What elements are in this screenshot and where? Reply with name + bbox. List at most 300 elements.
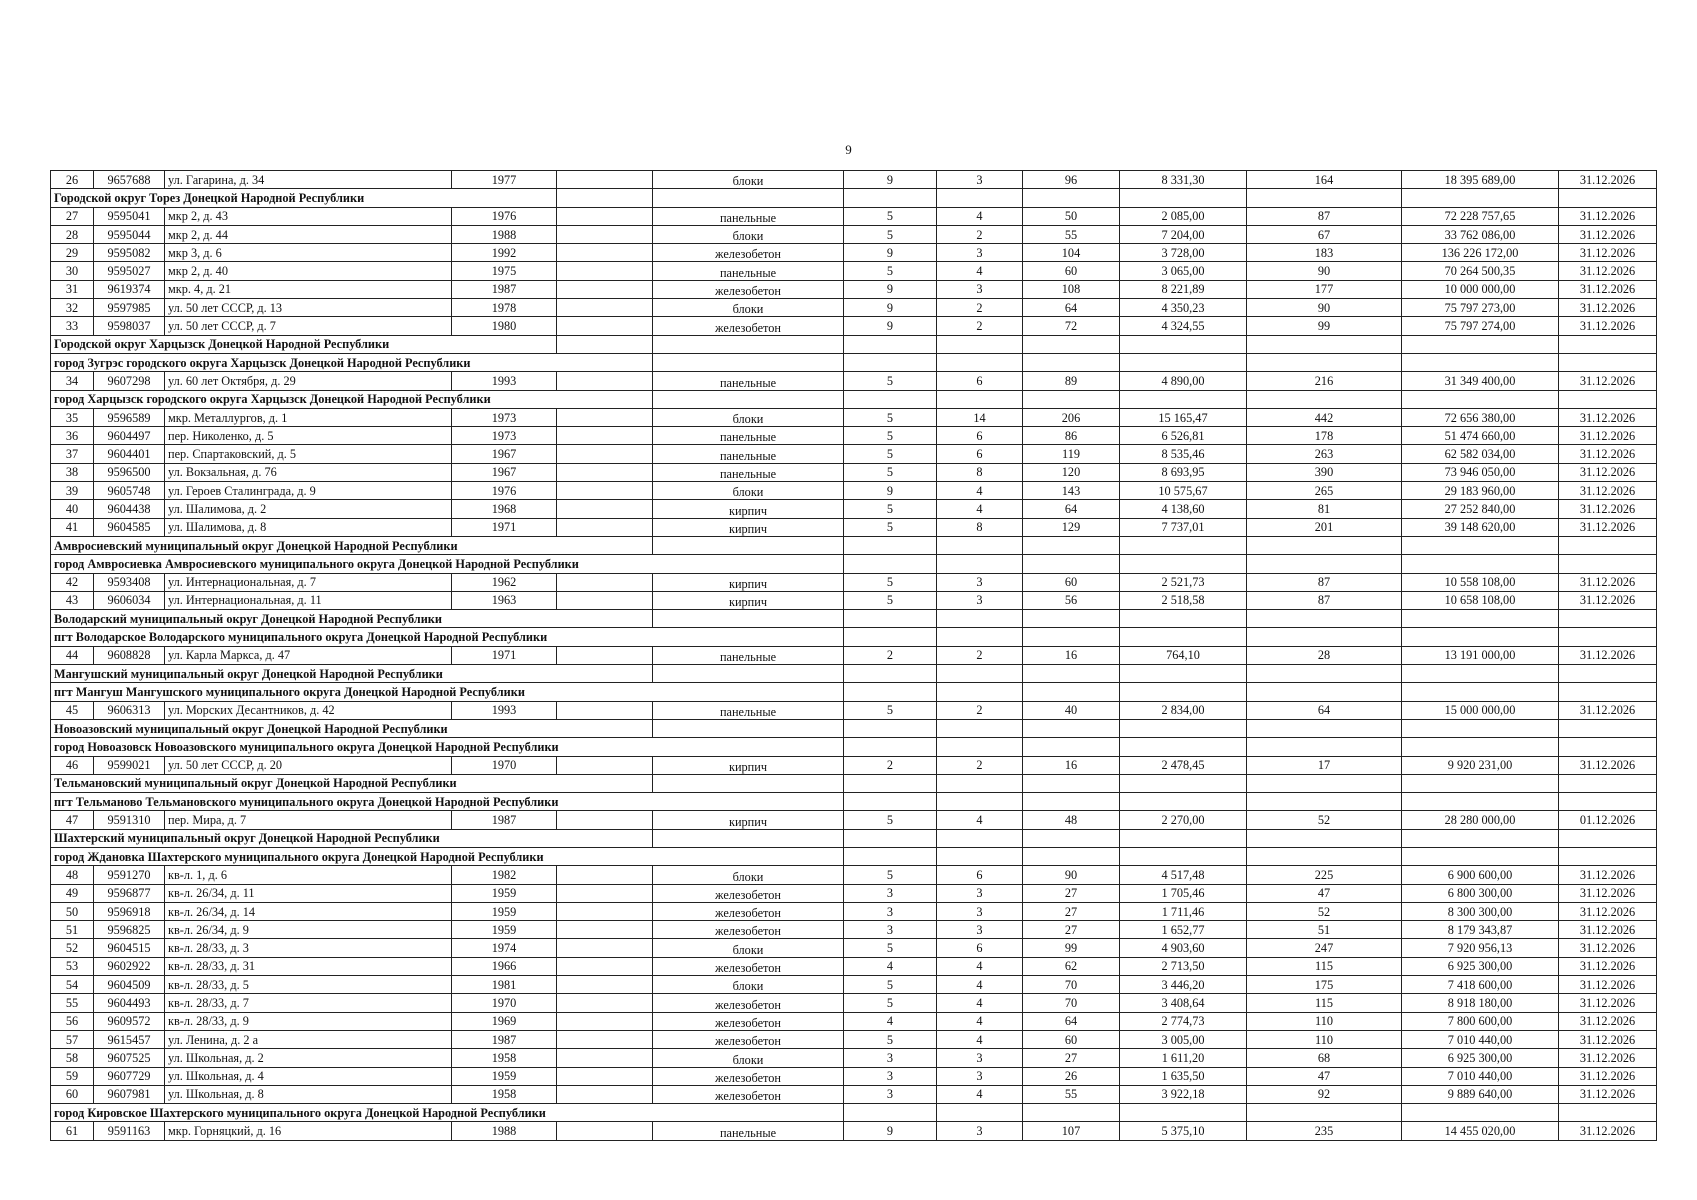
empty-cell <box>937 555 1023 573</box>
wall-material: железобетон <box>653 244 844 262</box>
table-row <box>51 463 1657 481</box>
group-heading-row <box>51 390 1657 408</box>
wall-material: блоки <box>653 171 844 189</box>
table-row <box>51 317 1657 335</box>
cost: 75 797 273,00 <box>1402 299 1559 317</box>
table-row <box>51 207 1657 225</box>
wall-material: панельные <box>653 445 844 463</box>
table-row <box>51 573 1657 591</box>
apartments: 60 <box>1023 262 1120 280</box>
empty-cell <box>1120 774 1247 792</box>
apartments: 60 <box>1023 1030 1120 1048</box>
floors: 5 <box>844 811 937 829</box>
address: мкр 2, д. 44 <box>165 225 452 243</box>
apartments: 89 <box>1023 372 1120 390</box>
wall-material: кирпич <box>653 573 844 591</box>
empty-cell <box>557 427 653 445</box>
apartments: 70 <box>1023 994 1120 1012</box>
residents: 64 <box>1247 701 1402 719</box>
row-number: 28 <box>51 225 94 243</box>
deadline: 31.12.2026 <box>1559 372 1657 390</box>
empty-cell <box>653 189 844 207</box>
empty-cell <box>1402 1104 1559 1122</box>
entrances: 2 <box>937 299 1023 317</box>
cost: 10 658 108,00 <box>1402 591 1559 609</box>
apartments: 64 <box>1023 500 1120 518</box>
wall-material: блоки <box>653 299 844 317</box>
row-number: 39 <box>51 482 94 500</box>
area: 2 518,58 <box>1120 591 1247 609</box>
year-built: 1973 <box>452 427 557 445</box>
apartments: 119 <box>1023 445 1120 463</box>
empty-cell <box>557 408 653 426</box>
address: мкр 3, д. 6 <box>165 244 452 262</box>
empty-cell <box>557 518 653 536</box>
table-row <box>51 280 1657 298</box>
table-row <box>51 902 1657 920</box>
address: мкр. 4, д. 21 <box>165 280 452 298</box>
area: 1 611,20 <box>1120 1049 1247 1067</box>
apartments: 55 <box>1023 225 1120 243</box>
year-built: 1962 <box>452 573 557 591</box>
building-id: 9657688 <box>94 171 165 189</box>
area: 8 331,30 <box>1120 171 1247 189</box>
building-id: 9607981 <box>94 1085 165 1103</box>
deadline: 31.12.2026 <box>1559 225 1657 243</box>
table-row <box>51 811 1657 829</box>
address: ул. Интернациональная, д. 7 <box>165 573 452 591</box>
empty-cell <box>844 628 937 646</box>
building-id: 9615457 <box>94 1030 165 1048</box>
empty-cell <box>1559 683 1657 701</box>
group-heading: пгт Тельманово Тельмановского муниципального округа Донецкой Народной Республики <box>51 793 844 811</box>
year-built: 1969 <box>452 1012 557 1030</box>
apartments: 27 <box>1023 884 1120 902</box>
entrances: 6 <box>937 939 1023 957</box>
group-heading: пгт Володарское Володарского муниципального округа Донецкой Народной Республики <box>51 628 844 646</box>
residents: 265 <box>1247 482 1402 500</box>
empty-cell <box>1247 610 1402 628</box>
residents: 87 <box>1247 573 1402 591</box>
empty-cell <box>1023 610 1120 628</box>
floors: 3 <box>844 1049 937 1067</box>
wall-material: панельные <box>653 372 844 390</box>
wall-material: железобетон <box>653 317 844 335</box>
deadline: 31.12.2026 <box>1559 902 1657 920</box>
housing-register-table <box>50 170 1657 1141</box>
wall-material: панельные <box>653 646 844 664</box>
apartments: 107 <box>1023 1122 1120 1140</box>
year-built: 1971 <box>452 646 557 664</box>
apartments: 27 <box>1023 921 1120 939</box>
empty-cell <box>557 372 653 390</box>
empty-cell <box>844 829 937 847</box>
wall-material: железобетон <box>653 957 844 975</box>
cost: 8 179 343,87 <box>1402 921 1559 939</box>
apartments: 108 <box>1023 280 1120 298</box>
empty-cell <box>1247 665 1402 683</box>
empty-cell <box>557 756 653 774</box>
address: ул. Героев Сталинграда, д. 9 <box>165 482 452 500</box>
residents: 99 <box>1247 317 1402 335</box>
entrances: 6 <box>937 427 1023 445</box>
empty-cell <box>844 555 937 573</box>
deadline: 31.12.2026 <box>1559 408 1657 426</box>
address: ул. Вокзальная, д. 76 <box>165 463 452 481</box>
building-id: 9596589 <box>94 408 165 426</box>
empty-cell <box>937 829 1023 847</box>
wall-material: блоки <box>653 866 844 884</box>
empty-cell <box>844 536 937 554</box>
year-built: 1968 <box>452 500 557 518</box>
residents: 115 <box>1247 994 1402 1012</box>
row-number: 49 <box>51 884 94 902</box>
building-id: 9604515 <box>94 939 165 957</box>
area: 8 693,95 <box>1120 463 1247 481</box>
floors: 9 <box>844 244 937 262</box>
empty-cell <box>1023 189 1120 207</box>
deadline: 31.12.2026 <box>1559 445 1657 463</box>
cost: 33 762 086,00 <box>1402 225 1559 243</box>
empty-cell <box>1402 719 1559 737</box>
row-number: 57 <box>51 1030 94 1048</box>
empty-cell <box>653 353 844 371</box>
cost: 14 455 020,00 <box>1402 1122 1559 1140</box>
group-heading-row <box>51 774 1657 792</box>
residents: 235 <box>1247 1122 1402 1140</box>
area: 8 221,89 <box>1120 280 1247 298</box>
empty-cell <box>1023 353 1120 371</box>
empty-cell <box>1559 353 1657 371</box>
apartments: 99 <box>1023 939 1120 957</box>
entrances: 4 <box>937 976 1023 994</box>
empty-cell <box>1247 1104 1402 1122</box>
empty-cell <box>1402 793 1559 811</box>
floors: 5 <box>844 463 937 481</box>
deadline: 31.12.2026 <box>1559 921 1657 939</box>
empty-cell <box>557 500 653 518</box>
building-id: 9599021 <box>94 756 165 774</box>
year-built: 1970 <box>452 994 557 1012</box>
floors: 5 <box>844 994 937 1012</box>
deadline: 31.12.2026 <box>1559 884 1657 902</box>
empty-cell <box>844 665 937 683</box>
empty-cell <box>1247 536 1402 554</box>
residents: 216 <box>1247 372 1402 390</box>
wall-material: железобетон <box>653 280 844 298</box>
wall-material: панельные <box>653 207 844 225</box>
wall-material: железобетон <box>653 884 844 902</box>
group-heading-row <box>51 353 1657 371</box>
wall-material: блоки <box>653 225 844 243</box>
table-row <box>51 262 1657 280</box>
empty-cell <box>1120 335 1247 353</box>
empty-cell <box>557 811 653 829</box>
area: 764,10 <box>1120 646 1247 664</box>
area: 3 728,00 <box>1120 244 1247 262</box>
empty-cell <box>1402 610 1559 628</box>
building-id: 9607729 <box>94 1067 165 1085</box>
empty-cell <box>557 1085 653 1103</box>
deadline: 31.12.2026 <box>1559 701 1657 719</box>
empty-cell <box>557 280 653 298</box>
year-built: 1982 <box>452 866 557 884</box>
building-id: 9606034 <box>94 591 165 609</box>
floors: 5 <box>844 207 937 225</box>
group-heading-row <box>51 536 1657 554</box>
deadline: 31.12.2026 <box>1559 1012 1657 1030</box>
empty-cell <box>557 482 653 500</box>
empty-cell <box>1120 536 1247 554</box>
empty-cell <box>937 719 1023 737</box>
empty-cell <box>1402 738 1559 756</box>
address: кв-л. 28/33, д. 9 <box>165 1012 452 1030</box>
empty-cell <box>937 335 1023 353</box>
empty-cell <box>1023 555 1120 573</box>
empty-cell <box>557 976 653 994</box>
year-built: 1966 <box>452 957 557 975</box>
empty-cell <box>653 774 844 792</box>
row-number: 54 <box>51 976 94 994</box>
cost: 7 418 600,00 <box>1402 976 1559 994</box>
group-heading-row <box>51 610 1657 628</box>
wall-material: железобетон <box>653 1085 844 1103</box>
entrances: 2 <box>937 646 1023 664</box>
address: мкр 2, д. 40 <box>165 262 452 280</box>
cost: 13 191 000,00 <box>1402 646 1559 664</box>
apartments: 16 <box>1023 646 1120 664</box>
empty-cell <box>1402 536 1559 554</box>
address: ул. 50 лет СССР, д. 20 <box>165 756 452 774</box>
table-row <box>51 427 1657 445</box>
entrances: 3 <box>937 244 1023 262</box>
residents: 68 <box>1247 1049 1402 1067</box>
apartments: 143 <box>1023 482 1120 500</box>
wall-material: блоки <box>653 939 844 957</box>
table-row <box>51 408 1657 426</box>
deadline: 31.12.2026 <box>1559 1067 1657 1085</box>
address: кв-л. 28/33, д. 7 <box>165 994 452 1012</box>
empty-cell <box>1402 353 1559 371</box>
building-id: 9609572 <box>94 1012 165 1030</box>
entrances: 3 <box>937 573 1023 591</box>
building-id: 9595027 <box>94 262 165 280</box>
empty-cell <box>557 866 653 884</box>
empty-cell <box>1559 189 1657 207</box>
wall-material: панельные <box>653 1122 844 1140</box>
empty-cell <box>937 738 1023 756</box>
empty-cell <box>653 829 844 847</box>
apartments: 86 <box>1023 427 1120 445</box>
apartments: 60 <box>1023 573 1120 591</box>
building-id: 9604401 <box>94 445 165 463</box>
empty-cell <box>937 610 1023 628</box>
empty-cell <box>557 262 653 280</box>
wall-material: кирпич <box>653 518 844 536</box>
cost: 72 656 380,00 <box>1402 408 1559 426</box>
residents: 51 <box>1247 921 1402 939</box>
address: ул. Школьная, д. 2 <box>165 1049 452 1067</box>
residents: 87 <box>1247 207 1402 225</box>
area: 2 834,00 <box>1120 701 1247 719</box>
empty-cell <box>557 299 653 317</box>
group-heading: город Зугрэс городского округа Харцызск Донецкой Народной Республики <box>51 353 653 371</box>
empty-cell <box>1559 829 1657 847</box>
row-number: 32 <box>51 299 94 317</box>
empty-cell <box>1247 774 1402 792</box>
empty-cell <box>557 1049 653 1067</box>
group-heading: Шахтерский муниципальный округ Донецкой Народной Республики <box>51 829 653 847</box>
apartments: 104 <box>1023 244 1120 262</box>
cost: 7 010 440,00 <box>1402 1030 1559 1048</box>
group-heading-row <box>51 847 1657 865</box>
floors: 5 <box>844 866 937 884</box>
address: ул. Интернациональная, д. 11 <box>165 591 452 609</box>
row-number: 45 <box>51 701 94 719</box>
table-row <box>51 1012 1657 1030</box>
area: 2 774,73 <box>1120 1012 1247 1030</box>
year-built: 1970 <box>452 756 557 774</box>
apartments: 50 <box>1023 207 1120 225</box>
row-number: 56 <box>51 1012 94 1030</box>
cost: 70 264 500,35 <box>1402 262 1559 280</box>
year-built: 1967 <box>452 463 557 481</box>
year-built: 1981 <box>452 976 557 994</box>
empty-cell <box>1023 536 1120 554</box>
table-row <box>51 482 1657 500</box>
empty-cell <box>653 335 844 353</box>
apartments: 40 <box>1023 701 1120 719</box>
empty-cell <box>1247 335 1402 353</box>
deadline: 31.12.2026 <box>1559 976 1657 994</box>
table-row <box>51 957 1657 975</box>
deadline: 31.12.2026 <box>1559 756 1657 774</box>
year-built: 1974 <box>452 939 557 957</box>
floors: 9 <box>844 317 937 335</box>
building-id: 9591270 <box>94 866 165 884</box>
row-number: 50 <box>51 902 94 920</box>
empty-cell <box>1247 628 1402 646</box>
empty-cell <box>1120 683 1247 701</box>
entrances: 4 <box>937 500 1023 518</box>
entrances: 3 <box>937 1049 1023 1067</box>
address: кв-л. 28/33, д. 3 <box>165 939 452 957</box>
floors: 5 <box>844 372 937 390</box>
cost: 29 183 960,00 <box>1402 482 1559 500</box>
group-heading-row <box>51 793 1657 811</box>
empty-cell <box>937 189 1023 207</box>
building-id: 9591163 <box>94 1122 165 1140</box>
floors: 3 <box>844 1067 937 1085</box>
deadline: 31.12.2026 <box>1559 317 1657 335</box>
empty-cell <box>1247 353 1402 371</box>
empty-cell <box>1559 1104 1657 1122</box>
year-built: 1987 <box>452 811 557 829</box>
wall-material: панельные <box>653 262 844 280</box>
building-id: 9596877 <box>94 884 165 902</box>
residents: 225 <box>1247 866 1402 884</box>
empty-cell <box>1559 536 1657 554</box>
group-heading: город Новоазовск Новоазовского муниципального округа Донецкой Народной Республики <box>51 738 844 756</box>
row-number: 36 <box>51 427 94 445</box>
address: ул. 50 лет СССР, д. 7 <box>165 317 452 335</box>
area: 4 324,55 <box>1120 317 1247 335</box>
wall-material: блоки <box>653 1049 844 1067</box>
residents: 175 <box>1247 976 1402 994</box>
empty-cell <box>1023 665 1120 683</box>
deadline: 31.12.2026 <box>1559 171 1657 189</box>
row-number: 47 <box>51 811 94 829</box>
table-body <box>51 171 1657 1141</box>
apartments: 70 <box>1023 976 1120 994</box>
entrances: 3 <box>937 1122 1023 1140</box>
floors: 5 <box>844 701 937 719</box>
empty-cell <box>1023 793 1120 811</box>
residents: 183 <box>1247 244 1402 262</box>
entrances: 3 <box>937 1067 1023 1085</box>
table-row <box>51 884 1657 902</box>
address: мкр. Горняцкий, д. 16 <box>165 1122 452 1140</box>
building-id: 9595041 <box>94 207 165 225</box>
apartments: 64 <box>1023 1012 1120 1030</box>
area: 2 270,00 <box>1120 811 1247 829</box>
empty-cell <box>1247 793 1402 811</box>
floors: 5 <box>844 427 937 445</box>
empty-cell <box>1120 555 1247 573</box>
deadline: 31.12.2026 <box>1559 1049 1657 1067</box>
apartments: 120 <box>1023 463 1120 481</box>
building-id: 9607525 <box>94 1049 165 1067</box>
residents: 201 <box>1247 518 1402 536</box>
entrances: 3 <box>937 591 1023 609</box>
apartments: 62 <box>1023 957 1120 975</box>
floors: 3 <box>844 921 937 939</box>
building-id: 9598037 <box>94 317 165 335</box>
cost: 31 349 400,00 <box>1402 372 1559 390</box>
empty-cell <box>1402 335 1559 353</box>
empty-cell <box>1247 189 1402 207</box>
empty-cell <box>1023 628 1120 646</box>
empty-cell <box>844 390 937 408</box>
wall-material: кирпич <box>653 756 844 774</box>
empty-cell <box>1559 774 1657 792</box>
empty-cell <box>557 1030 653 1048</box>
cost: 9 889 640,00 <box>1402 1085 1559 1103</box>
cost: 7 010 440,00 <box>1402 1067 1559 1085</box>
empty-cell <box>937 390 1023 408</box>
area: 3 922,18 <box>1120 1085 1247 1103</box>
floors: 9 <box>844 171 937 189</box>
row-number: 40 <box>51 500 94 518</box>
empty-cell <box>844 1104 937 1122</box>
empty-cell <box>1247 555 1402 573</box>
group-heading: Мангушский муниципальный округ Донецкой Народной Республики <box>51 665 653 683</box>
address: пер. Николенко, д. 5 <box>165 427 452 445</box>
wall-material: железобетон <box>653 1012 844 1030</box>
cost: 7 800 600,00 <box>1402 1012 1559 1030</box>
table-row <box>51 646 1657 664</box>
apartments: 55 <box>1023 1085 1120 1103</box>
year-built: 1978 <box>452 299 557 317</box>
row-number: 42 <box>51 573 94 591</box>
building-id: 9619374 <box>94 280 165 298</box>
address: ул. Ленина, д. 2 а <box>165 1030 452 1048</box>
area: 2 478,45 <box>1120 756 1247 774</box>
deadline: 31.12.2026 <box>1559 957 1657 975</box>
empty-cell <box>937 1104 1023 1122</box>
empty-cell <box>557 994 653 1012</box>
group-heading-row <box>51 335 1657 353</box>
